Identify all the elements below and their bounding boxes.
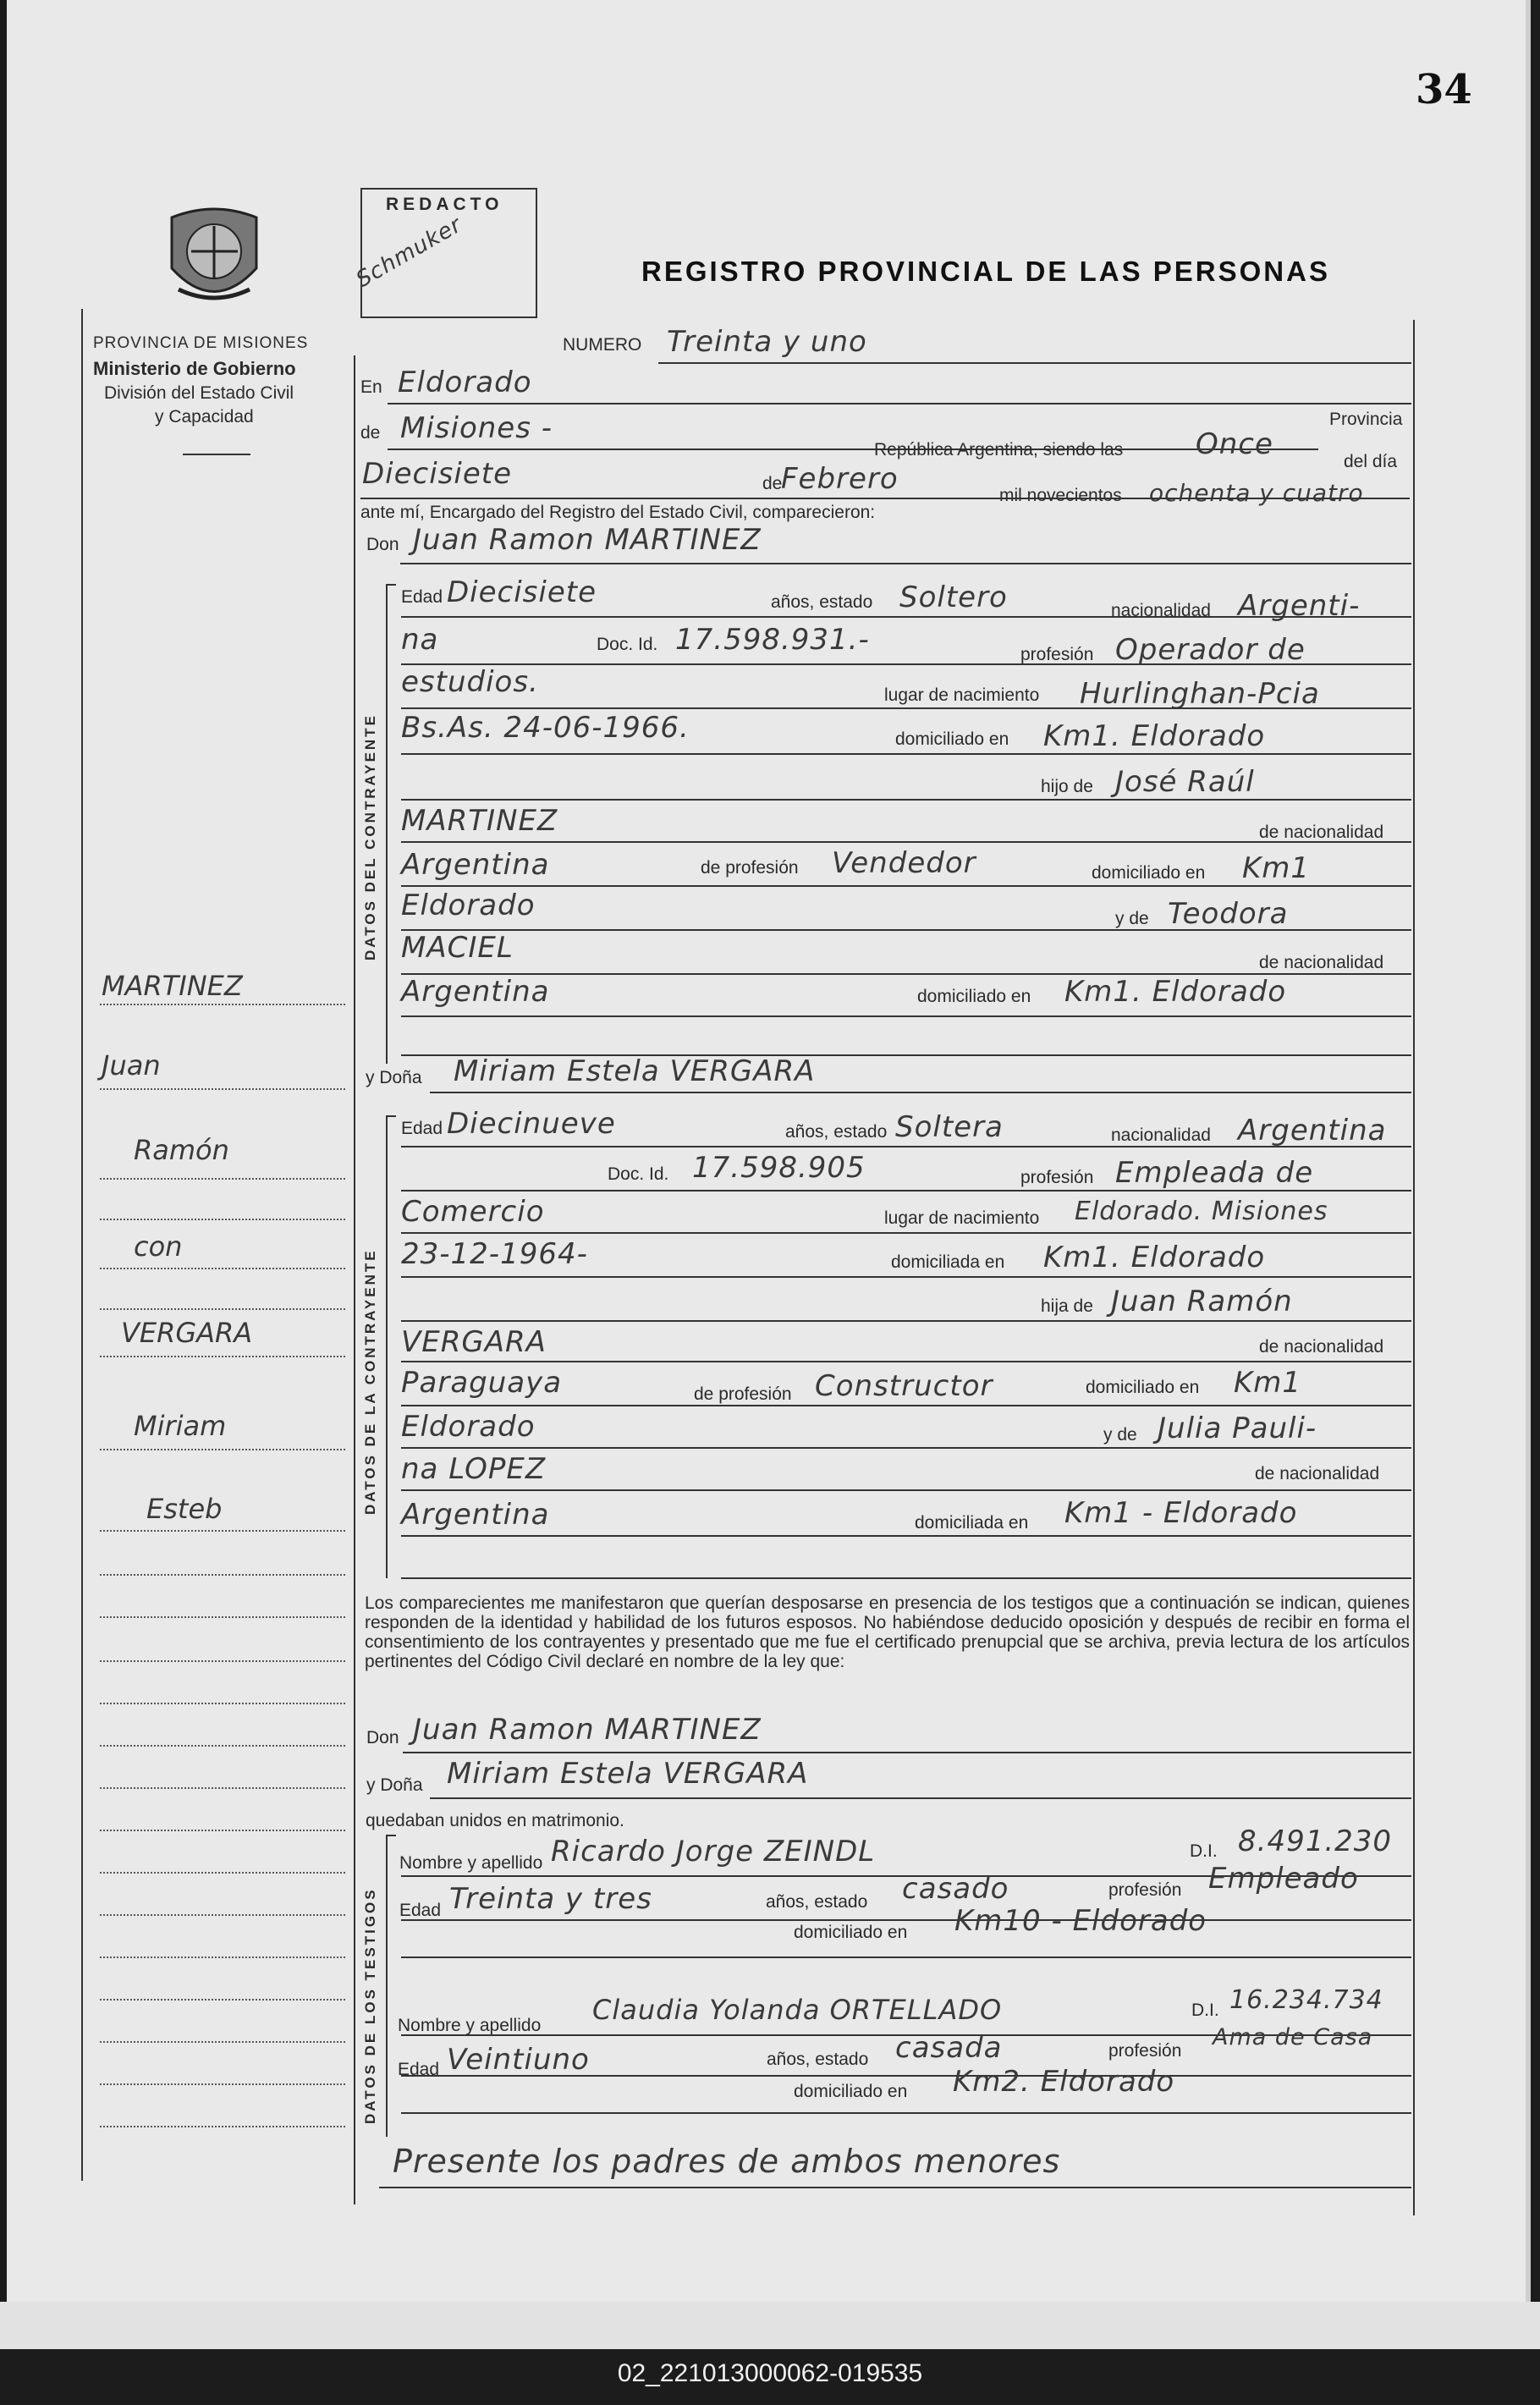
groom-madre-nacionalidad: Argentina: [401, 975, 550, 1009]
groom-y-de-label: y de: [1115, 909, 1149, 928]
groom-padre-domicilio: Km1: [1242, 851, 1311, 885]
month-value: Febrero: [781, 462, 899, 496]
margin-line-1: [100, 1004, 345, 1005]
groom-padre-dom-line: [401, 885, 1411, 887]
w2-domicilio-value: Km2. Eldorado: [953, 2065, 1175, 2099]
bride-padre-domicilio: Km1: [1234, 1366, 1302, 1400]
bride-nac-line: [401, 1232, 1411, 1234]
division-line-2: y Capacidad: [155, 407, 254, 427]
w1-estado-value: casado: [902, 1872, 1009, 1906]
numero-value: Treinta y uno: [667, 325, 867, 359]
margin-line-20: [100, 1999, 345, 2000]
groom-madre-dom-line: [401, 1015, 1411, 1017]
bride-doc-value: 17.598.905: [692, 1151, 866, 1185]
bride-doc-line: [401, 1190, 1411, 1191]
bride-madre-line: [401, 1447, 1411, 1449]
groom-padre-domicilio-cont: Eldorado: [401, 889, 536, 922]
groom-padre-line: [401, 841, 1411, 843]
bride-padre-dom-label: domiciliado en: [1086, 1378, 1200, 1397]
year-value: ochenta y cuatro: [1149, 479, 1364, 507]
margin-line-8: [100, 1449, 345, 1450]
w1-profesion-value: Empleado: [1208, 1862, 1359, 1896]
w1-domicilio-label: domiciliado en: [794, 1923, 908, 1942]
groom-madre-value: Teodora: [1168, 897, 1289, 931]
margin-name-5: VERGARA: [121, 1317, 253, 1349]
en-line: [388, 403, 1411, 405]
bride-madre-apellido: na LOPEZ: [401, 1452, 547, 1486]
margin-name-4: con: [134, 1230, 183, 1263]
margin-line-16: [100, 1830, 345, 1831]
w1-edad-label: Edad: [399, 1901, 442, 1920]
w2-estado-label: años, estado: [767, 2050, 869, 2069]
groom-madre-nac-label: de nacionalidad: [1259, 953, 1384, 972]
witness-bracket: [386, 1835, 396, 2137]
redacto-signature: Schmuker: [352, 212, 467, 293]
division-line: División del Estado Civil: [104, 383, 294, 403]
w1-estado-label: años, estado: [766, 1892, 868, 1912]
margin-name-1: MARTINEZ: [102, 970, 243, 1002]
margin-line-17: [100, 1872, 345, 1874]
w2-nombre-value: Claudia Yolanda ORTELLADO: [592, 1994, 1003, 2026]
w1-nombre-label: Nombre y apellido: [399, 1853, 543, 1873]
bride-padre-apellido: VERGARA: [401, 1325, 547, 1359]
ante-label: ante mí, Encargado del Registro del Estado Civil, comparecieron:: [360, 503, 876, 522]
republica-label: República Argentina, siendo las: [874, 440, 1124, 460]
groom-side-label: DATOS DEL CONTRAYENTE: [362, 713, 378, 960]
decl-don-label: Don: [366, 1728, 399, 1747]
bride-madre-nac-label: de nacionalidad: [1255, 1464, 1380, 1483]
groom-nac-line: [401, 707, 1411, 709]
margin-name-6: Miriam: [134, 1410, 227, 1442]
page-title: REGISTRO PROVINCIAL DE LAS PERSONAS: [641, 256, 1330, 287]
day-value: Diecisiete: [362, 457, 513, 491]
province-value: Misiones -: [400, 411, 553, 445]
margin-line-19: [100, 1956, 345, 1958]
groom-nacimiento-value: Hurlinghan-Pcia: [1080, 677, 1320, 711]
register-page: [7, 0, 1531, 2302]
province-line-rule: [388, 449, 1318, 450]
margin-name-3: Ramón: [134, 1134, 229, 1166]
decl-dona-line: [430, 1797, 1411, 1799]
margin-line-3: [100, 1178, 345, 1180]
bride-doc-label: Doc. Id.: [608, 1164, 669, 1184]
groom-dom-line: [401, 753, 1411, 755]
groom-padre-apellido: MARTINEZ: [401, 804, 558, 838]
bride-dona-value: Miriam Estela VERGARA: [454, 1054, 816, 1088]
bride-profesion-cont: Comercio: [401, 1195, 545, 1229]
w2-edad-value: Veintiuno: [447, 2043, 590, 2077]
bride-domicilio-label: domiciliada en: [891, 1252, 1005, 1272]
margin-line-21: [100, 2041, 345, 2043]
groom-nacionalidad-cont: na: [401, 623, 439, 657]
don-line: [400, 563, 1411, 564]
ministry-line: Ministerio de Gobierno: [93, 358, 296, 379]
bride-padre-dom-line: [401, 1405, 1411, 1406]
margin-line-15: [100, 1787, 345, 1789]
groom-padre-dom-label: domiciliado en: [1092, 863, 1206, 883]
w2-edad-line: [401, 2075, 1411, 2077]
bride-nacionalidad-value: Argentina: [1238, 1114, 1387, 1147]
w2-profesion-value: Ama de Casa: [1213, 2024, 1373, 2050]
form-left-rule: [354, 355, 355, 2204]
groom-domicilio-label: domiciliado en: [895, 729, 1009, 749]
numero-line: [658, 362, 1411, 364]
margin-line-7: [100, 1356, 345, 1357]
bride-padre-nacionalidad: Paraguaya: [401, 1366, 563, 1400]
decl-don-line: [403, 1752, 1411, 1753]
bride-dom-line: [401, 1276, 1411, 1278]
w1-profesion-label: profesión: [1108, 1880, 1182, 1900]
groom-madre-line: [401, 929, 1411, 931]
bride-padre-line: [401, 1361, 1411, 1362]
bride-domicilio-value: Km1. Eldorado: [1043, 1241, 1266, 1274]
bottom-note: Presente los padres de ambos menores: [393, 2143, 1061, 2180]
bride-hija-label: hija de: [1041, 1296, 1093, 1316]
bride-edad-label: Edad: [401, 1119, 443, 1138]
decl-dona-value: Miriam Estela VERGARA: [447, 1757, 809, 1791]
margin-line-13: [100, 1703, 345, 1704]
del-dia-label: del día: [1344, 452, 1398, 471]
bride-padre-domicilio-cont: Eldorado: [401, 1410, 536, 1444]
groom-bracket: [386, 584, 396, 1064]
groom-padre-prof-label: de profesión: [701, 858, 799, 878]
groom-estado-value: Soltero: [899, 581, 1008, 614]
w2-nombre-label: Nombre y apellido: [398, 2016, 542, 2035]
unidos-label: quedaban unidos en matrimonio.: [366, 1811, 624, 1830]
numero-label: NUMERO: [563, 335, 642, 355]
margin-name-7: Esteb: [146, 1493, 223, 1525]
bride-nacimiento-label: lugar de nacimiento: [884, 1208, 1040, 1228]
bride-madre-nacionalidad: Argentina: [401, 1498, 550, 1532]
margin-line-14: [100, 1745, 345, 1747]
bride-padre-prof-label: de profesión: [694, 1384, 792, 1404]
province-line: PROVINCIA DE MISIONES: [93, 334, 309, 352]
w2-estado-value: casada: [895, 2031, 1003, 2065]
image-caption: 02_221013000062-019535: [617, 2359, 923, 2387]
margin-line-12: [100, 1660, 345, 1662]
margin-line-23: [100, 2126, 345, 2127]
date-line: [360, 498, 1410, 499]
hour-value: Once: [1196, 427, 1273, 461]
bride-dona-line: [430, 1092, 1411, 1093]
bride-side-label: DATOS DE LA CONTRAYENTE: [362, 1248, 378, 1515]
bride-dona-label: y Doña: [366, 1068, 422, 1087]
margin-line-2: [100, 1088, 345, 1090]
w2-dom-line: [401, 2112, 1411, 2114]
w2-domicilio-label: domiciliado en: [794, 2082, 908, 2101]
groom-nacionalidad-label: nacionalidad: [1111, 601, 1211, 620]
w1-domicilio-value: Km10 - Eldorado: [954, 1904, 1207, 1938]
groom-doc-line: [401, 663, 1411, 665]
page-number: 34: [1416, 66, 1472, 113]
witness-side-label: DATOS DE LOS TESTIGOS: [362, 1887, 378, 2124]
bride-edad-line: [401, 1146, 1411, 1147]
provincia-label: Provincia: [1329, 410, 1403, 429]
groom-profesion-cont: estudios.: [401, 665, 539, 699]
bride-madre-domicilio: Km1 - Eldorado: [1064, 1496, 1298, 1530]
declaration-paragraph: Los comparecientes me manifestaron que querían desposarse en presencia de los testigos que a continuación se indican, quienes responden de la identidad y habilidad de los futuros esposos. No habiéndose deducido oposición y después de recibir en forma el consentimiento de los contrayentes y presentado que me fue el certificado prenupcial que se archiva, previa lectura de los artículos pertinentes del Código Civil declaré en nombre de la ley que:: [365, 1593, 1410, 1671]
bride-profesion-value: Empleada de: [1115, 1156, 1314, 1190]
groom-edad-line: [401, 616, 1411, 618]
bride-padre-profesion: Constructor: [815, 1369, 993, 1403]
don-value: Juan Ramon MARTINEZ: [413, 523, 762, 557]
bride-padre-value: Juan Ramón: [1111, 1285, 1293, 1318]
decl-dona-label: y Doña: [366, 1775, 423, 1795]
w1-edad-line: [401, 1919, 1411, 1921]
groom-nacimiento-label: lugar de nacimiento: [884, 685, 1040, 705]
left-margin-rule: [81, 309, 83, 2181]
margin-line-4: [100, 1219, 345, 1220]
w1-di-value: 8.491.230: [1238, 1824, 1393, 1858]
bride-nacimiento-cont: 23-12-1964-: [401, 1237, 588, 1271]
don-label: Don: [366, 535, 399, 554]
en-value: Eldorado: [398, 366, 532, 399]
margin-line-6: [100, 1308, 345, 1310]
bride-estado-label: años, estado: [785, 1122, 888, 1142]
margin-line-5: [100, 1268, 345, 1269]
w2-edad-label: Edad: [398, 2060, 440, 2079]
w1-dom-line: [401, 1956, 1411, 1958]
groom-hijo-label: hijo de: [1041, 777, 1093, 796]
groom-estado-label: años, estado: [771, 592, 873, 612]
groom-profesion-value: Operador de: [1115, 633, 1306, 667]
w2-di-label: D.I.: [1191, 2000, 1219, 2020]
en-label: En: [360, 377, 382, 397]
w2-di-value: 16.234.734: [1229, 1985, 1383, 2015]
groom-padre-value: José Raúl: [1115, 765, 1255, 799]
groom-edad-label: Edad: [401, 587, 443, 607]
groom-domicilio-value: Km1. Eldorado: [1043, 719, 1266, 753]
margin-line-10: [100, 1574, 345, 1576]
groom-madre-dom-label: domiciliado en: [917, 987, 1031, 1006]
bride-estado-value: Soltera: [895, 1110, 1004, 1144]
coat-of-arms-emblem: [162, 201, 267, 315]
bride-madre-value: Julia Pauli-: [1158, 1412, 1317, 1445]
de2-label: de: [762, 474, 783, 493]
bride-y-de-label: y de: [1103, 1425, 1137, 1445]
note-line: [379, 2187, 1411, 2188]
groom-padre-profesion: Vendedor: [832, 846, 976, 880]
groom-padre-nacionalidad: Argentina: [401, 848, 550, 882]
margin-line-18: [100, 1914, 345, 1916]
scan-bottom-strip: [0, 2302, 1540, 2349]
bride-nacionalidad-label: nacionalidad: [1111, 1125, 1211, 1145]
w1-di-label: D.I.: [1190, 1841, 1218, 1861]
groom-nacimiento-cont: Bs.As. 24-06-1966.: [401, 711, 690, 745]
groom-doc-label: Doc. Id.: [597, 635, 658, 654]
groom-nacionalidad-value: Argenti-: [1238, 589, 1361, 623]
groom-hijo-line: [401, 799, 1411, 801]
w1-edad-value: Treinta y tres: [449, 1882, 652, 1916]
redacto-label: REDACTO: [386, 195, 503, 214]
mil-label: mil novecientos: [999, 486, 1122, 505]
bride-madre-dom-label: domiciliada en: [915, 1513, 1029, 1533]
bride-padre-nac-label: de nacionalidad: [1259, 1337, 1384, 1357]
de-label: de: [360, 423, 381, 443]
groom-madre-domicilio: Km1. Eldorado: [1064, 975, 1287, 1009]
bride-edad-value: Diecinueve: [447, 1107, 616, 1141]
w2-profesion-label: profesión: [1108, 2041, 1182, 2061]
groom-edad-value: Diecisiete: [447, 575, 597, 609]
header-rule: [183, 454, 250, 455]
bride-madre-dom-line: [401, 1535, 1411, 1537]
margin-line-11: [100, 1616, 345, 1618]
groom-madre-apellido: MACIEL: [401, 931, 514, 965]
groom-doc-value: 17.598.931.-: [675, 623, 870, 657]
decl-don-value: Juan Ramon MARTINEZ: [413, 1713, 762, 1747]
margin-name-2: Juan: [102, 1049, 161, 1081]
groom-padre-nac-label: de nacionalidad: [1259, 823, 1384, 842]
bride-end-line: [401, 1577, 1411, 1579]
bride-nacimiento-value: Eldorado. Misiones: [1075, 1197, 1328, 1226]
bride-hija-line: [401, 1320, 1411, 1322]
form-right-rule: [1413, 320, 1415, 2215]
bride-profesion-label: profesión: [1020, 1168, 1094, 1187]
margin-line-9: [100, 1530, 345, 1532]
w1-nombre-value: Ricardo Jorge ZEINDL: [551, 1835, 876, 1868]
margin-line-22: [100, 2083, 345, 2085]
bride-madre-ap-line: [401, 1489, 1411, 1491]
groom-profesion-label: profesión: [1020, 645, 1094, 664]
